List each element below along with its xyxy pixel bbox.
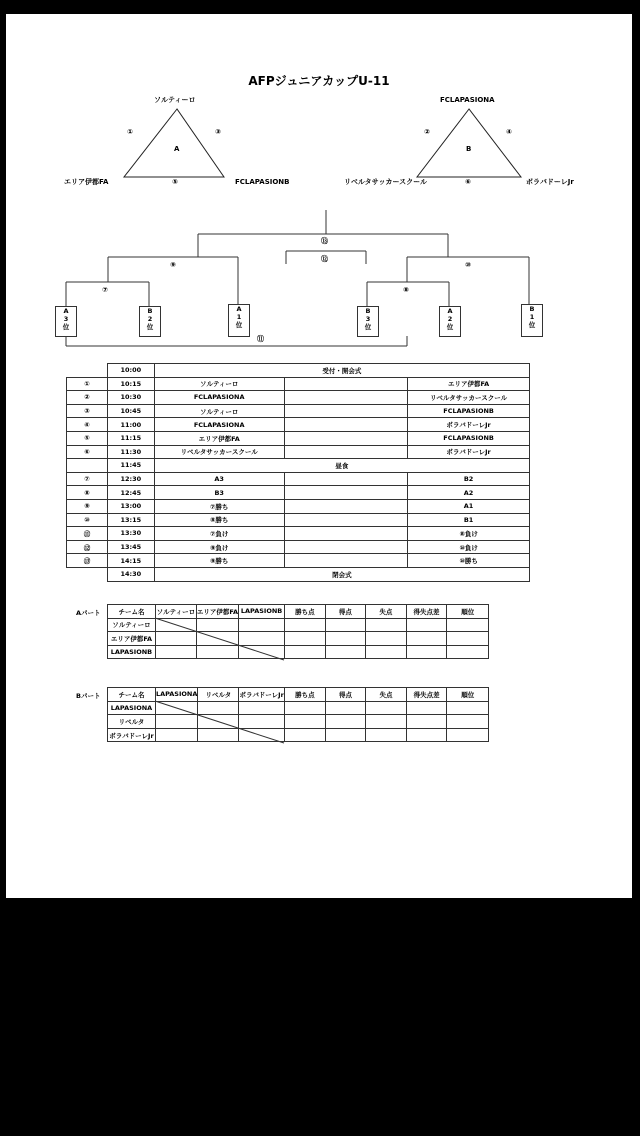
time-cell: 10:15 [107, 377, 154, 391]
away-team-cell: A1 [408, 499, 530, 513]
bracket-match-12: ⑫ [321, 255, 328, 263]
away-team-cell: ボラバドーレJr [408, 445, 530, 459]
seed-slot: B 1 位 [521, 304, 543, 337]
tournament-sheet [6, 14, 632, 898]
home-team-cell: ソルティーロ [154, 404, 284, 418]
standings-team-name: LAPASIONA [108, 701, 156, 715]
home-team-cell: ⑧勝ち [154, 513, 284, 527]
away-team-cell: リベルタサッカースクール [408, 391, 530, 405]
standings-header-cell: 勝ち点 [285, 605, 326, 619]
standings-header-cell: チーム名 [108, 605, 156, 619]
groupA-right-team: FCLAPASIONB [235, 178, 290, 186]
standings-header-cell: エリア伊都FA [196, 605, 238, 619]
match-no-cell: ⑫ [67, 540, 108, 554]
match-no-cell: ③ [67, 404, 108, 418]
time-cell: 11:45 [107, 459, 154, 473]
match-no-cell: ① [67, 377, 108, 391]
bracket-match-11: ⑪ [257, 335, 264, 343]
bracket-match-8: ⑧ [403, 286, 409, 294]
standings-header-cell: LAPASIONA [155, 688, 197, 702]
home-team-cell: ⑨勝ち [154, 554, 284, 568]
groupB-top-team: FCLAPASIONA [440, 96, 495, 104]
seed-slot: B 2 位 [139, 306, 161, 337]
seed-slot: A 3 位 [55, 306, 77, 337]
away-team-cell: FCLAPASIONB [408, 431, 530, 445]
standings-team-name: エリア伊都FA [108, 632, 156, 646]
groupB-match-bottom: ⑥ [465, 178, 471, 186]
time-cell: 13:00 [107, 499, 154, 513]
bracket-match-10: ⑩ [465, 261, 471, 269]
away-team-cell: ⑩負け [408, 540, 530, 554]
groupB-label: B [466, 145, 472, 153]
standings-header-cell: 得点 [325, 688, 366, 702]
groupA-top-team: ソルティーロ [154, 96, 196, 104]
event-cell: 受付・開会式 [154, 364, 529, 378]
bracket-match-9: ⑨ [170, 261, 176, 269]
away-team-cell: ボラバドーレJr [408, 418, 530, 432]
time-cell: 13:30 [107, 527, 154, 541]
seed-slot: B 3 位 [357, 306, 379, 337]
event-cell: 閉会式 [154, 567, 529, 581]
standings-header-cell: 失点 [366, 605, 407, 619]
standings-header-cell: ソルティーロ [155, 605, 196, 619]
standings-header-cell: ボラバドーレJr [239, 688, 285, 702]
standings-header-cell: 勝ち点 [285, 688, 326, 702]
standings-team-name: ボラバドーレJr [108, 728, 156, 742]
home-team-cell: ソルティーロ [154, 377, 284, 391]
standings-header-cell: 失点 [366, 688, 407, 702]
standings-header-cell: LAPASIONB [239, 605, 285, 619]
home-team-cell: B3 [154, 486, 284, 500]
groupB-match-left: ② [424, 128, 430, 136]
groupA-label: A [174, 145, 180, 153]
seed-slot: A 2 位 [439, 306, 461, 337]
groupA-left-team: エリア伊都FA [64, 178, 109, 186]
away-team-cell: B2 [408, 472, 530, 486]
match-no-cell: ⑥ [67, 445, 108, 459]
standings-team-name: ソルティーロ [108, 618, 156, 632]
groupB-match-right: ④ [506, 128, 512, 136]
home-team-cell: FCLAPASIONA [154, 391, 284, 405]
groupB-left-team: リベルタサッカースクール [344, 178, 427, 186]
standings-b-diagonal [6, 14, 632, 898]
time-cell: 10:45 [107, 404, 154, 418]
time-cell: 12:30 [107, 472, 154, 486]
standings-header-cell: チーム名 [108, 688, 156, 702]
away-team-cell: B1 [408, 513, 530, 527]
standings-header-cell: リベルタ [198, 688, 239, 702]
home-team-cell: リベルタサッカースクール [154, 445, 284, 459]
home-team-cell: ⑨負け [154, 540, 284, 554]
time-cell: 10:00 [107, 364, 154, 378]
page-title: AFPジュニアカップU-11 [248, 74, 390, 88]
time-cell: 11:30 [107, 445, 154, 459]
match-no-cell: ② [67, 391, 108, 405]
standings-team-name: LAPASIONB [108, 645, 156, 659]
time-cell: 13:45 [107, 540, 154, 554]
time-cell: 11:15 [107, 431, 154, 445]
home-team-cell: ⑦負け [154, 527, 284, 541]
away-team-cell: ⑧負け [408, 527, 530, 541]
standings-header-cell: 得失点差 [406, 605, 447, 619]
match-no-cell: ⑤ [67, 431, 108, 445]
match-no-cell: ④ [67, 418, 108, 432]
time-cell: 14:30 [107, 567, 154, 581]
away-team-cell: FCLAPASIONB [408, 404, 530, 418]
time-cell: 10:30 [107, 391, 154, 405]
groupA-match-bottom: ⑤ [172, 178, 178, 186]
time-cell: 12:45 [107, 486, 154, 500]
groupB-right-team: ボラバドーレJr [526, 178, 574, 186]
home-team-cell: A3 [154, 472, 284, 486]
match-no-cell: ⑩ [67, 513, 108, 527]
groupA-match-right: ③ [215, 128, 221, 136]
standings-team-name: リベルタ [108, 715, 156, 729]
time-cell: 11:00 [107, 418, 154, 432]
match-no-cell: ⑧ [67, 486, 108, 500]
home-team-cell: ⑦勝ち [154, 499, 284, 513]
home-team-cell: FCLAPASIONA [154, 418, 284, 432]
bracket-match-13: ⑬ [321, 237, 328, 245]
match-no-cell: ⑬ [67, 554, 108, 568]
away-team-cell: エリア伊都FA [408, 377, 530, 391]
seed-slot: A 1 位 [228, 304, 250, 337]
groupA-match-left: ① [127, 128, 133, 136]
standings-header-cell: 順位 [447, 605, 489, 619]
away-team-cell: A2 [408, 486, 530, 500]
part-a-label: Aパート [76, 609, 101, 617]
standings-header-cell: 得失点差 [406, 688, 447, 702]
standings-header-cell: 順位 [447, 688, 489, 702]
match-no-cell: ⑪ [67, 527, 108, 541]
time-cell: 13:15 [107, 513, 154, 527]
event-cell: 昼食 [154, 459, 529, 473]
bracket-match-7: ⑦ [102, 286, 108, 294]
standings-header-cell: 得点 [325, 605, 366, 619]
match-no-cell: ⑨ [67, 499, 108, 513]
time-cell: 14:15 [107, 554, 154, 568]
part-b-label: Bパート [76, 692, 101, 700]
home-team-cell: エリア伊都FA [154, 431, 284, 445]
match-no-cell: ⑦ [67, 472, 108, 486]
away-team-cell: ⑩勝ち [408, 554, 530, 568]
